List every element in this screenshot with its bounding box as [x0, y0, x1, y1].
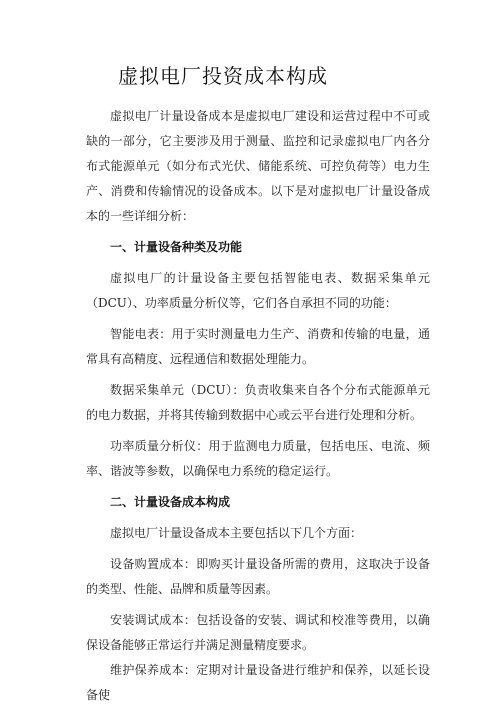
item-installation-cost: 安装调试成本：包括设备的安装、调试和校准等费用，以确保设备能够正常运行并满足测量精度要求。 — [86, 613, 430, 652]
item-power-quality-analyzer: 功率质量分析仪：用于监测电力质量，包括电压、电流、频率、谐波等参数，以确保电力系统的稳定运行。 — [86, 439, 430, 478]
section1-intro-paragraph: 虚拟电厂的计量设备主要包括智能电表、数据采集单元（DCU）、功率质量分析仪等，它们各自承担不同的功能： — [86, 271, 430, 310]
item-maintenance-cost: 维护保养成本：定期对计量设备进行维护和保养，以延长设备使 — [86, 663, 430, 702]
item-smart-meter: 智能电表：用于实时测量电力生产、消费和传输的电量，通常具有高精度、远程通信和数据处理能力。 — [86, 327, 430, 366]
item-dcu: 数据采集单元（DCU）：负责收集来自各个分布式能源单元的电力数据，并将其传输到数据中心或云平台进行处理和分析。 — [86, 383, 430, 422]
section2-intro-paragraph: 虚拟电厂计量设备成本主要包括以下几个方面： — [110, 526, 363, 540]
document-title: 虚拟电厂投资成本构成 — [118, 64, 328, 88]
item-purchase-cost: 设备购置成本：即购买计量设备所需的费用，这取决于设备的类型、性能、品牌和质量等因素。 — [86, 557, 430, 596]
section-heading-equipment-types: 一、计量设备种类及功能 — [110, 240, 243, 254]
section-heading-cost-composition: 二、计量设备成本构成 — [110, 495, 231, 509]
intro-paragraph: 虚拟电厂计量设备成本是虚拟电厂建设和运营过程中不可或缺的一部分，它主要涉及用于测量、监控和记录虚拟电厂内各分布式能源单元（如分布式光伏、储能系统、可控负荷等）电力生产、消费和传输情况的设备成本。以下是对虚拟电厂计量设备成本的一些详细分析： — [86, 109, 430, 223]
